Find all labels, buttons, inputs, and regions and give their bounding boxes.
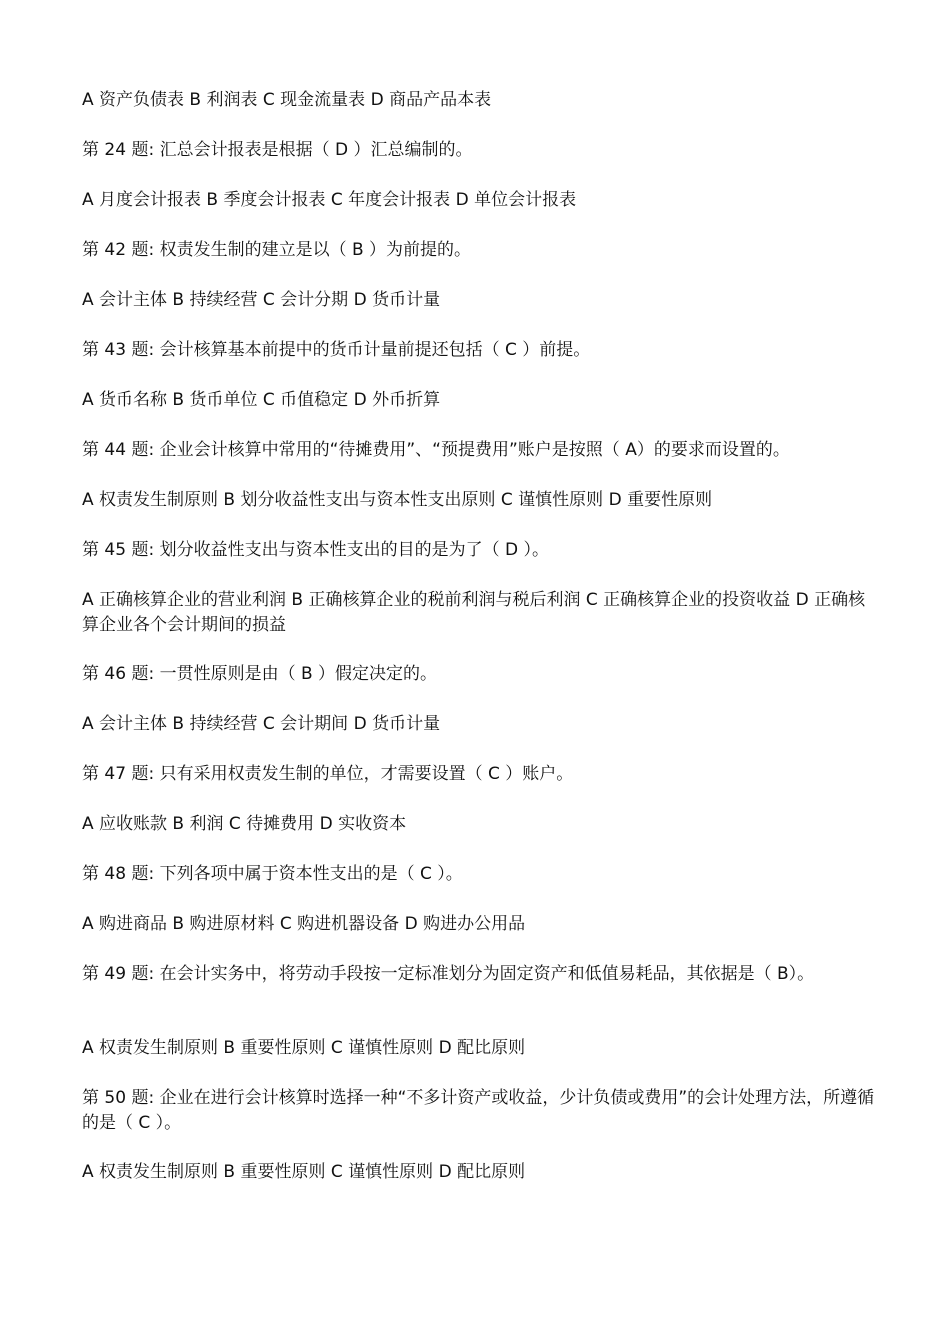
question-50: 第 50 题: 企业在进行会计核算时选择一种“不多计资产或收益，少计负债或费用”的会计处理方法，所遵循的是（ C ）。 [82,1088,875,1133]
question-49: 第 49 题: 在会计实务中，将劳动手段按一定标准划分为固定资产和低值易耗品，其依据是（ B）。 [82,964,815,984]
options-line: A 正确核算企业的营业利润 B 正确核算企业的税前利润与税后利润 C 正确核算企业的投资收益 D 正确核算企业各个会计期间的损益 [82,590,866,635]
options-line: A 会计主体 B 持续经营 C 会计分期 D 货币计量 [82,290,441,310]
options-line: A 权责发生制原则 B 重要性原则 C 谨慎性原则 D 配比原则 [82,1162,526,1182]
question-24: 第 24 题: 汇总会计报表是根据（ D ）汇总编制的。 [82,140,473,160]
question-44: 第 44 题: 企业会计核算中常用的“待摊费用”、“预提费用”账户是按照（ A）的要求而设置的。 [82,440,790,460]
options-line: A 月度会计报表 B 季度会计报表 C 年度会计报表 D 单位会计报表 [82,190,577,210]
options-line: A 货币名称 B 货币单位 C 币值稳定 D 外币折算 [82,390,441,410]
options-line: A 资产负债表 B 利润表 C 现金流量表 D 商品产品本表 [82,90,492,110]
options-line: A 权责发生制原则 B 重要性原则 C 谨慎性原则 D 配比原则 [82,1038,526,1058]
question-46: 第 46 题: 一贯性原则是由（ B ）假定决定的。 [82,664,438,684]
question-42: 第 42 题: 权责发生制的建立是以（ B ）为前提的。 [82,240,472,260]
question-45: 第 45 题: 划分收益性支出与资本性支出的目的是为了（ D ）。 [82,540,549,560]
options-line: A 购进商品 B 购进原材料 C 购进机器设备 D 购进办公用品 [82,914,526,934]
options-line: A 会计主体 B 持续经营 C 会计期间 D 货币计量 [82,714,441,734]
question-47: 第 47 题: 只有采用权责发生制的单位，才需要设置（ C ）账户。 [82,764,574,784]
options-line: A 应收账款 B 利润 C 待摊费用 D 实收资本 [82,814,407,834]
options-line: A 权责发生制原则 B 划分收益性支出与资本性支出原则 C 谨慎性原则 D 重要性原则 [82,490,713,510]
question-48: 第 48 题: 下列各项中属于资本性支出的是（ C ）。 [82,864,463,884]
question-43: 第 43 题: 会计核算基本前提中的货币计量前提还包括（ C ）前提。 [82,340,591,360]
